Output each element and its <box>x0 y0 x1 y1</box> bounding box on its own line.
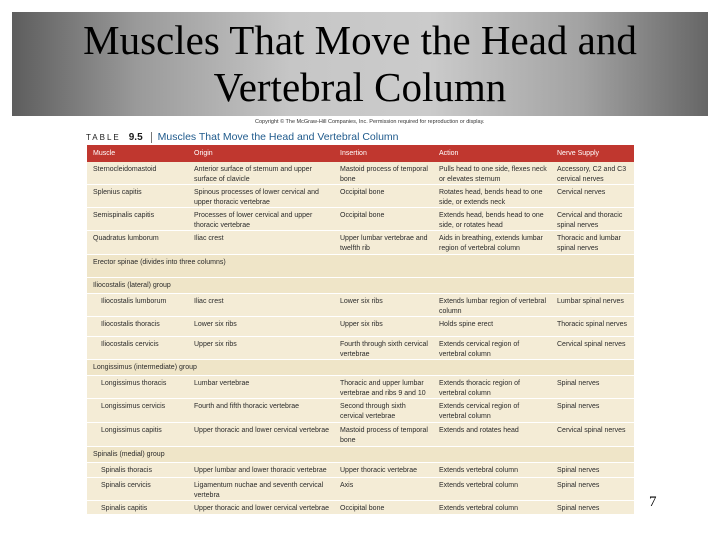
header-action: Action <box>433 145 551 162</box>
cell-nerve-supply: Spinal nerves <box>551 399 634 423</box>
cell-muscle: Iliocostalis lumborum <box>87 294 188 317</box>
cell-origin: Upper six ribs <box>188 337 334 360</box>
table-row <box>87 294 634 317</box>
table-row <box>87 463 634 478</box>
cell-muscle: Splenius capitis <box>87 185 188 208</box>
cell-origin: Anterior surface of sternum and upper surface of clavicle <box>188 162 334 185</box>
cell-nerve-supply: Cervical spinal nerves <box>551 337 634 360</box>
slide-title-line-2: Vertebral Column <box>213 64 507 110</box>
cell-origin: Lower six ribs <box>188 317 334 337</box>
table-caption <box>86 130 399 144</box>
cell-action: Pulls head to one side, flexes neck or elevates sternum <box>433 162 551 185</box>
cell-nerve-supply: Spinal nerves <box>551 376 634 399</box>
group-label: Erector spinae (divides into three columns) <box>87 255 634 278</box>
table-row <box>87 478 634 501</box>
cell-insertion: Occipital bone <box>334 185 433 208</box>
page-number: 7 <box>649 494 657 510</box>
cell-muscle: Spinalis thoracis <box>87 463 188 478</box>
table-number: 9.5 <box>128 131 143 143</box>
cell-insertion: Occipital bone <box>334 208 433 231</box>
table-row <box>87 376 634 399</box>
cell-origin: Iliac crest <box>188 294 334 317</box>
cell-muscle: Longissimus capitis <box>87 423 188 447</box>
table-header-row <box>87 145 634 162</box>
cell-nerve-supply: Cervical spinal nerves <box>551 423 634 447</box>
cell-insertion: Mastoid process of temporal bone <box>334 423 433 447</box>
cell-nerve-supply: Accessory, C2 and C3 cervical nerves <box>551 162 634 185</box>
copyright-notice: Copyright © The McGraw-Hill Companies, Inc. Permission required for reproduction or display. <box>255 119 485 125</box>
cell-insertion: Lower six ribs <box>334 294 433 317</box>
cell-insertion: Occipital bone <box>334 501 433 515</box>
cell-muscle: Sternocleidomastoid <box>87 162 188 185</box>
header-insertion: Insertion <box>334 145 433 162</box>
table-row <box>87 337 634 360</box>
cell-action: Extends and rotates head <box>433 423 551 447</box>
table-row <box>87 501 634 515</box>
cell-muscle: Iliocostalis cervicis <box>87 337 188 360</box>
table-group-row <box>87 255 634 278</box>
cell-action: Aids in breathing, extends lumbar region of vertebral column <box>433 231 551 255</box>
table-row <box>87 231 634 255</box>
table-row <box>87 208 634 231</box>
table-group-row <box>87 360 634 376</box>
cell-origin: Lumbar vertebrae <box>188 376 334 399</box>
table-label: TABLE <box>86 132 121 142</box>
slide-title-line-1: Muscles That Move the Head and <box>83 17 637 63</box>
header-muscle: Muscle <box>87 145 188 162</box>
cell-nerve-supply: Cervical and thoracic spinal nerves <box>551 208 634 231</box>
table-row <box>87 399 634 423</box>
cell-origin: Processes of lower cervical and upper thoracic vertebrae <box>188 208 334 231</box>
group-label: Spinalis (medial) group <box>87 447 634 463</box>
table-row <box>87 317 634 337</box>
cell-action: Extends lumbar region of vertebral column <box>433 294 551 317</box>
muscles-table <box>87 145 634 515</box>
cell-muscle: Longissimus cervicis <box>87 399 188 423</box>
cell-insertion: Mastoid process of temporal bone <box>334 162 433 185</box>
cell-origin: Spinous processes of lower cervical and upper thoracic vertebrae <box>188 185 334 208</box>
table-group-row <box>87 447 634 463</box>
cell-nerve-supply: Thoracic and lumbar spinal nerves <box>551 231 634 255</box>
cell-muscle: Longissimus thoracis <box>87 376 188 399</box>
cell-nerve-supply: Lumbar spinal nerves <box>551 294 634 317</box>
cell-action: Extends vertebral column <box>433 501 551 515</box>
cell-origin: Upper thoracic and lower cervical vertebrae <box>188 423 334 447</box>
cell-muscle: Iliocostalis thoracis <box>87 317 188 337</box>
cell-insertion: Upper lumbar vertebrae and twelfth rib <box>334 231 433 255</box>
slide-title-banner <box>12 12 708 116</box>
table-body <box>87 162 634 515</box>
group-label: Longissimus (intermediate) group <box>87 360 634 376</box>
cell-nerve-supply: Cervical nerves <box>551 185 634 208</box>
cell-action: Extends thoracic region of vertebral column <box>433 376 551 399</box>
cell-nerve-supply: Spinal nerves <box>551 501 634 515</box>
table-row <box>87 423 634 447</box>
table-caption-text: Muscles That Move the Head and Vertebral Column <box>157 131 399 143</box>
cell-insertion: Upper six ribs <box>334 317 433 337</box>
table-row <box>87 162 634 185</box>
group-label: Iliocostalis (lateral) group <box>87 278 634 294</box>
cell-muscle: Spinalis cervicis <box>87 478 188 501</box>
cell-insertion: Fourth through sixth cervical vertebrae <box>334 337 433 360</box>
cell-origin: Upper thoracic and lower cervical vertebrae <box>188 501 334 515</box>
cell-muscle: Semispinalis capitis <box>87 208 188 231</box>
cell-nerve-supply: Spinal nerves <box>551 463 634 478</box>
cell-action: Extends cervical region of vertebral column <box>433 399 551 423</box>
cell-action: Extends cervical region of vertebral column <box>433 337 551 360</box>
cell-origin: Upper lumbar and lower thoracic vertebrae <box>188 463 334 478</box>
cell-insertion: Thoracic and upper lumbar vertebrae and ribs 9 and 10 <box>334 376 433 399</box>
cell-nerve-supply: Thoracic spinal nerves <box>551 317 634 337</box>
cell-origin: Fourth and fifth thoracic vertebrae <box>188 399 334 423</box>
cell-muscle: Quadratus lumborum <box>87 231 188 255</box>
cell-muscle: Spinalis capitis <box>87 501 188 515</box>
cell-action: Extends head, bends head to one side, or rotates head <box>433 208 551 231</box>
header-nerve-supply: Nerve Supply <box>551 145 634 162</box>
cell-insertion: Second through sixth cervical vertebrae <box>334 399 433 423</box>
caption-divider <box>151 132 152 143</box>
cell-action: Extends vertebral column <box>433 478 551 501</box>
cell-insertion: Axis <box>334 478 433 501</box>
cell-nerve-supply: Spinal nerves <box>551 478 634 501</box>
table-row <box>87 185 634 208</box>
cell-action: Holds spine erect <box>433 317 551 337</box>
cell-origin: Iliac crest <box>188 231 334 255</box>
cell-action: Extends vertebral column <box>433 463 551 478</box>
header-origin: Origin <box>188 145 334 162</box>
cell-origin: Ligamentum nuchae and seventh cervical vertebra <box>188 478 334 501</box>
cell-insertion: Upper thoracic vertebrae <box>334 463 433 478</box>
table-group-row <box>87 278 634 294</box>
cell-action: Rotates head, bends head to one side, or extends neck <box>433 185 551 208</box>
